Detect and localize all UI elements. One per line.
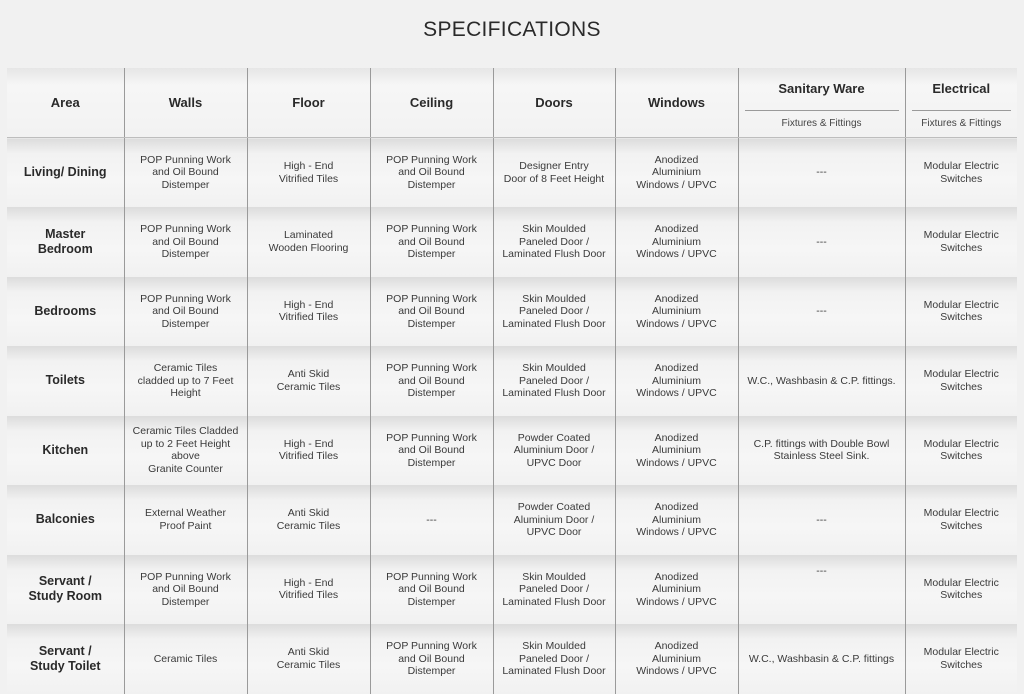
cell-doors: Skin Moulded Paneled Door / Laminated Flush Door [493, 555, 615, 625]
cell-electrical: Modular Electric Switches [905, 624, 1017, 694]
cell-windows: Anodized Aluminium Windows / UPVC [615, 555, 738, 625]
cell-walls: POP Punning Work and Oil Bound Distemper [124, 555, 247, 625]
cell-walls: Ceramic Tiles cladded up to 7 Feet Height [124, 346, 247, 416]
cell-floor: High - End Vitrified Tiles [247, 416, 370, 486]
cell-electrical: Modular Electric Switches [905, 346, 1017, 416]
cell-ceiling: POP Punning Work and Oil Bound Distemper [370, 416, 493, 486]
cell-windows: Anodized Aluminium Windows / UPVC [615, 138, 738, 208]
cell-sanitary: C.P. fittings with Double Bowl Stainless Steel Sink. [738, 416, 905, 486]
header-ceiling: Ceiling [370, 68, 493, 138]
cell-electrical: Modular Electric Switches [905, 207, 1017, 277]
specifications-table [7, 68, 1017, 694]
cell-sanitary: --- [738, 277, 905, 347]
cell-area: Toilets [7, 346, 124, 416]
header-electrical-sub: Fixtures & Fittings [921, 118, 1002, 129]
cell-windows: Anodized Aluminium Windows / UPVC [615, 624, 738, 694]
cell-doors: Skin Moulded Paneled Door / Laminated Flush Door [493, 207, 615, 277]
cell-ceiling: POP Punning Work and Oil Bound Distemper [370, 138, 493, 208]
cell-windows: Anodized Aluminium Windows / UPVC [615, 346, 738, 416]
header-sanitary-sub: Fixtures & Fittings [781, 118, 862, 129]
cell-windows: Anodized Aluminium Windows / UPVC [615, 485, 738, 555]
cell-walls: POP Punning Work and Oil Bound Distemper [124, 207, 247, 277]
cell-area: Living/ Dining [7, 138, 124, 208]
cell-area: Kitchen [7, 416, 124, 486]
header-floor: Floor [247, 68, 370, 138]
cell-windows: Anodized Aluminium Windows / UPVC [615, 207, 738, 277]
cell-sanitary: --- [738, 555, 905, 625]
table-row [7, 416, 1017, 486]
cell-floor: Anti Skid Ceramic Tiles [247, 346, 370, 416]
cell-ceiling: POP Punning Work and Oil Bound Distemper [370, 346, 493, 416]
table-row [7, 138, 1017, 208]
cell-walls: POP Punning Work and Oil Bound Distemper [124, 138, 247, 208]
header-area: Area [7, 68, 124, 138]
cell-sanitary: W.C., Washbasin & C.P. fittings [738, 624, 905, 694]
cell-electrical: Modular Electric Switches [905, 277, 1017, 347]
header-walls: Walls [124, 68, 247, 138]
cell-floor: Anti Skid Ceramic Tiles [247, 485, 370, 555]
cell-electrical: Modular Electric Switches [905, 138, 1017, 208]
table-row [7, 555, 1017, 625]
table-row [7, 624, 1017, 694]
table-row [7, 346, 1017, 416]
cell-ceiling: POP Punning Work and Oil Bound Distemper [370, 277, 493, 347]
cell-windows: Anodized Aluminium Windows / UPVC [615, 416, 738, 486]
cell-electrical: Modular Electric Switches [905, 555, 1017, 625]
page-title: SPECIFICATIONS [423, 18, 601, 41]
cell-area: Bedrooms [7, 277, 124, 347]
cell-walls: Ceramic Tiles Cladded up to 2 Feet Height above Granite Counter [124, 416, 247, 486]
cell-area: Balconies [7, 485, 124, 555]
cell-sanitary: --- [738, 485, 905, 555]
cell-area: Servant / Study Room [7, 555, 124, 625]
cell-ceiling: POP Punning Work and Oil Bound Distemper [370, 207, 493, 277]
table-row [7, 277, 1017, 347]
cell-area: Servant / Study Toilet [7, 624, 124, 694]
cell-floor: Laminated Wooden Flooring [247, 207, 370, 277]
cell-windows: Anodized Aluminium Windows / UPVC [615, 277, 738, 347]
cell-ceiling: POP Punning Work and Oil Bound Distemper [370, 624, 493, 694]
cell-doors: Powder Coated Aluminium Door / UPVC Door [493, 416, 615, 486]
cell-floor: High - End Vitrified Tiles [247, 277, 370, 347]
table-body [7, 138, 1017, 694]
cell-electrical: Modular Electric Switches [905, 416, 1017, 486]
cell-floor: Anti Skid Ceramic Tiles [247, 624, 370, 694]
header-windows: Windows [615, 68, 738, 138]
cell-sanitary: --- [738, 207, 905, 277]
cell-floor: High - End Vitrified Tiles [247, 138, 370, 208]
cell-doors: Skin Moulded Paneled Door / Laminated Flush Door [493, 624, 615, 694]
header-doors: Doors [493, 68, 615, 138]
header-sanitary-title: Sanitary Ware [745, 68, 899, 111]
cell-walls: External Weather Proof Paint [124, 485, 247, 555]
cell-area: Master Bedroom [7, 207, 124, 277]
cell-floor: High - End Vitrified Tiles [247, 555, 370, 625]
table-row [7, 207, 1017, 277]
cell-doors: Skin Moulded Paneled Door / Laminated Flush Door [493, 346, 615, 416]
cell-walls: Ceramic Tiles [124, 624, 247, 694]
cell-doors: Powder Coated Aluminium Door / UPVC Door [493, 485, 615, 555]
header-electrical-title: Electrical [912, 68, 1012, 111]
cell-doors: Designer Entry Door of 8 Feet Height [493, 138, 615, 208]
cell-sanitary: --- [738, 138, 905, 208]
cell-electrical: Modular Electric Switches [905, 485, 1017, 555]
cell-walls: POP Punning Work and Oil Bound Distemper [124, 277, 247, 347]
header-row [7, 68, 1017, 138]
header-sanitary-ware [738, 68, 905, 138]
cell-ceiling: POP Punning Work and Oil Bound Distemper [370, 555, 493, 625]
table-row [7, 485, 1017, 555]
cell-ceiling: --- [370, 485, 493, 555]
cell-doors: Skin Moulded Paneled Door / Laminated Flush Door [493, 277, 615, 347]
cell-sanitary: W.C., Washbasin & C.P. fittings. [738, 346, 905, 416]
header-electrical [905, 68, 1017, 138]
